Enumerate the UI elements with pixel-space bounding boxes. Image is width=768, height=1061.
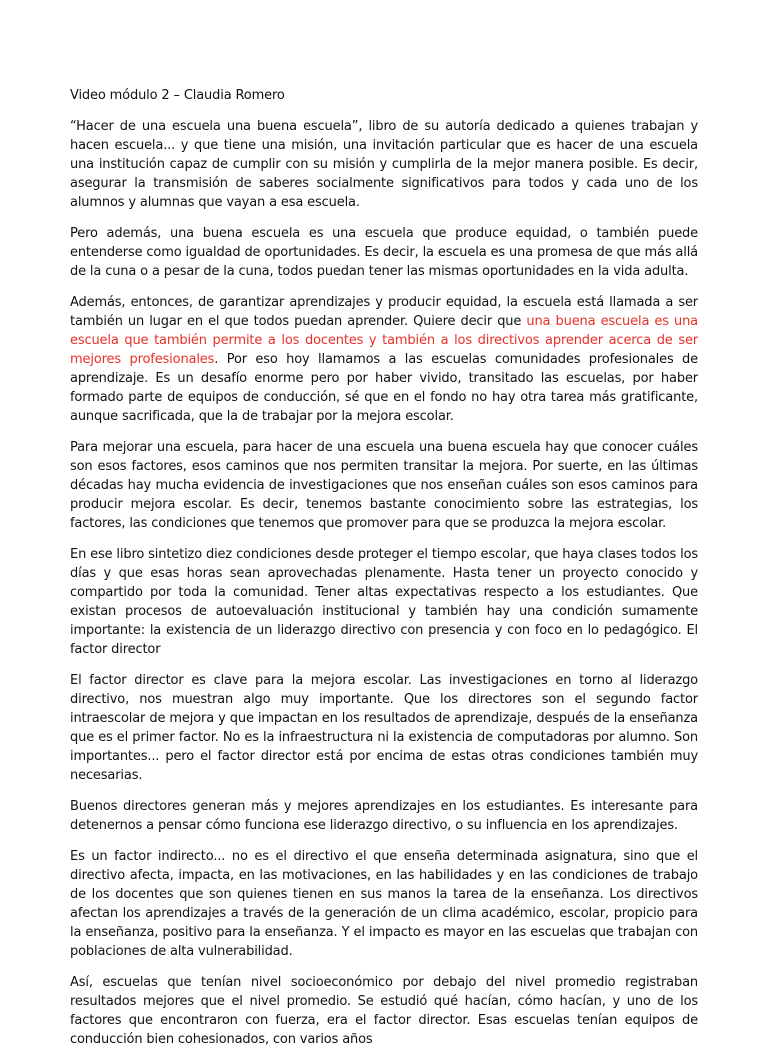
- paragraph-6: El factor director es clave para la mejora escolar. Las investigaciones en torno al liderazgo directivo, nos muestran algo muy importante. Que los directores son el segundo factor intraescolar de mejora y que impactan en los resultados de aprendizaje, después de la enseñanza que es el primer factor. No es la infraestructura ni la existencia de computadoras por alumno. Son importantes... pero el factor director está por encima de estas otras condiciones también muy necesarias.: [70, 673, 698, 783]
- paragraph-8: Es un factor indirecto... no es el directivo el que enseña determinada asignatura, sino que el directivo afecta, impacta, en las motivaciones, en las habilidades y en las condiciones de trabajo de los docentes que son quienes tienen en sus manos la tarea de la enseñanza. Los directivos afectan los aprendizajes a través de la generación de un clima académico, escolar, propicio para la enseñanza, positivo para la enseñanza. Y el impacto es mayor en las escuelas que trabajan con poblaciones de alta vulnerabilidad.: [70, 849, 698, 959]
- paragraph-3: [70, 293, 698, 426]
- paragraph-5: En ese libro sintetizo diez condiciones desde proteger el tiempo escolar, que haya clases todos los días y que esas horas sean aprovechadas plenamente. Hasta tener un proyecto conocido y compartido por toda la comunidad. Tener altas expectativas respecto a los estudiantes. Que existan procesos de autoevaluación institucional y también hay una condición sumamente importante: la existencia de un liderazgo directivo con presencia y con foco en lo pedagógico. El factor director: [70, 547, 698, 657]
- paragraph-4: Para mejorar una escuela, para hacer de una escuela una buena escuela hay que conocer cuáles son esos factores, esos caminos que nos permiten transitar la mejora. Por suerte, en las últimas décadas hay mucha evidencia de investigaciones que nos enseñan cuáles son esos caminos para producir mejora escolar. Es decir, tenemos bastante conocimiento sobre las estrategias, los factores, las condiciones que tenemos que promover para que se produzca la mejora escolar.: [70, 440, 698, 531]
- paragraph-9: Así, escuelas que tenían nivel socioeconómico por debajo del nivel promedio registraban resultados mejores que el nivel promedio. Se estudió qué hacían, cómo hacían, y uno de los factores que encontraron con fuerza, era el factor director. Esas escuelas tenían equipos de conducción bien cohesionados, con varios años: [70, 975, 698, 1047]
- paragraph-3-before: Además, entonces, de garantizar aprendizajes y producir equidad, la escuela está llamada a ser también un lugar en el que todos puedan aprender. Quiere decir que: [70, 295, 698, 329]
- document-title: Video módulo 2 – Claudia Romero: [70, 88, 285, 103]
- paragraph-2: Pero además, una buena escuela es una escuela que produce equidad, o también puede entenderse como igualdad de oportunidades. Es decir, la escuela es una promesa de que más allá de la cuna o a pesar de la cuna, todos puedan tener las mismas oportunidades en la vida adulta.: [70, 226, 698, 279]
- paragraph-1: “Hacer de una escuela una buena escuela”, libro de su autoría dedicado a quienes trabajan y hacen escuela... y que tiene una misión, una invitación particular que es hacer de una escuela una institución capaz de cumplir con su misión y cumplirla de la mejor manera posible. Es decir, asegurar la transmisión de saberes socialmente significativos para todos y cada uno de los alumnos y alumnas que vayan a esa escuela.: [70, 119, 698, 210]
- paragraph-7: Buenos directores generan más y mejores aprendizajes en los estudiantes. Es interesante para detenernos a pensar cómo funciona ese liderazgo directivo, o su influencia en los aprendizajes.: [70, 799, 698, 833]
- paragraph-3-after: . Por eso hoy llamamos a las escuelas comunidades profesionales de aprendizaje. Es un desafío enorme pero por haber vivido, transitado las escuelas, por haber formado parte de equipos de conducción, sé que en el fondo no hay otra tarea más gratificante, aunque sacrificada, que la de trabajar por la mejora escolar.: [70, 352, 698, 424]
- document-body: [70, 86, 698, 1061]
- highlighted-text: una buena escuela es una escuela que también permite a los docentes y también a los directivos aprender acerca de ser mejores profesionales: [70, 314, 698, 367]
